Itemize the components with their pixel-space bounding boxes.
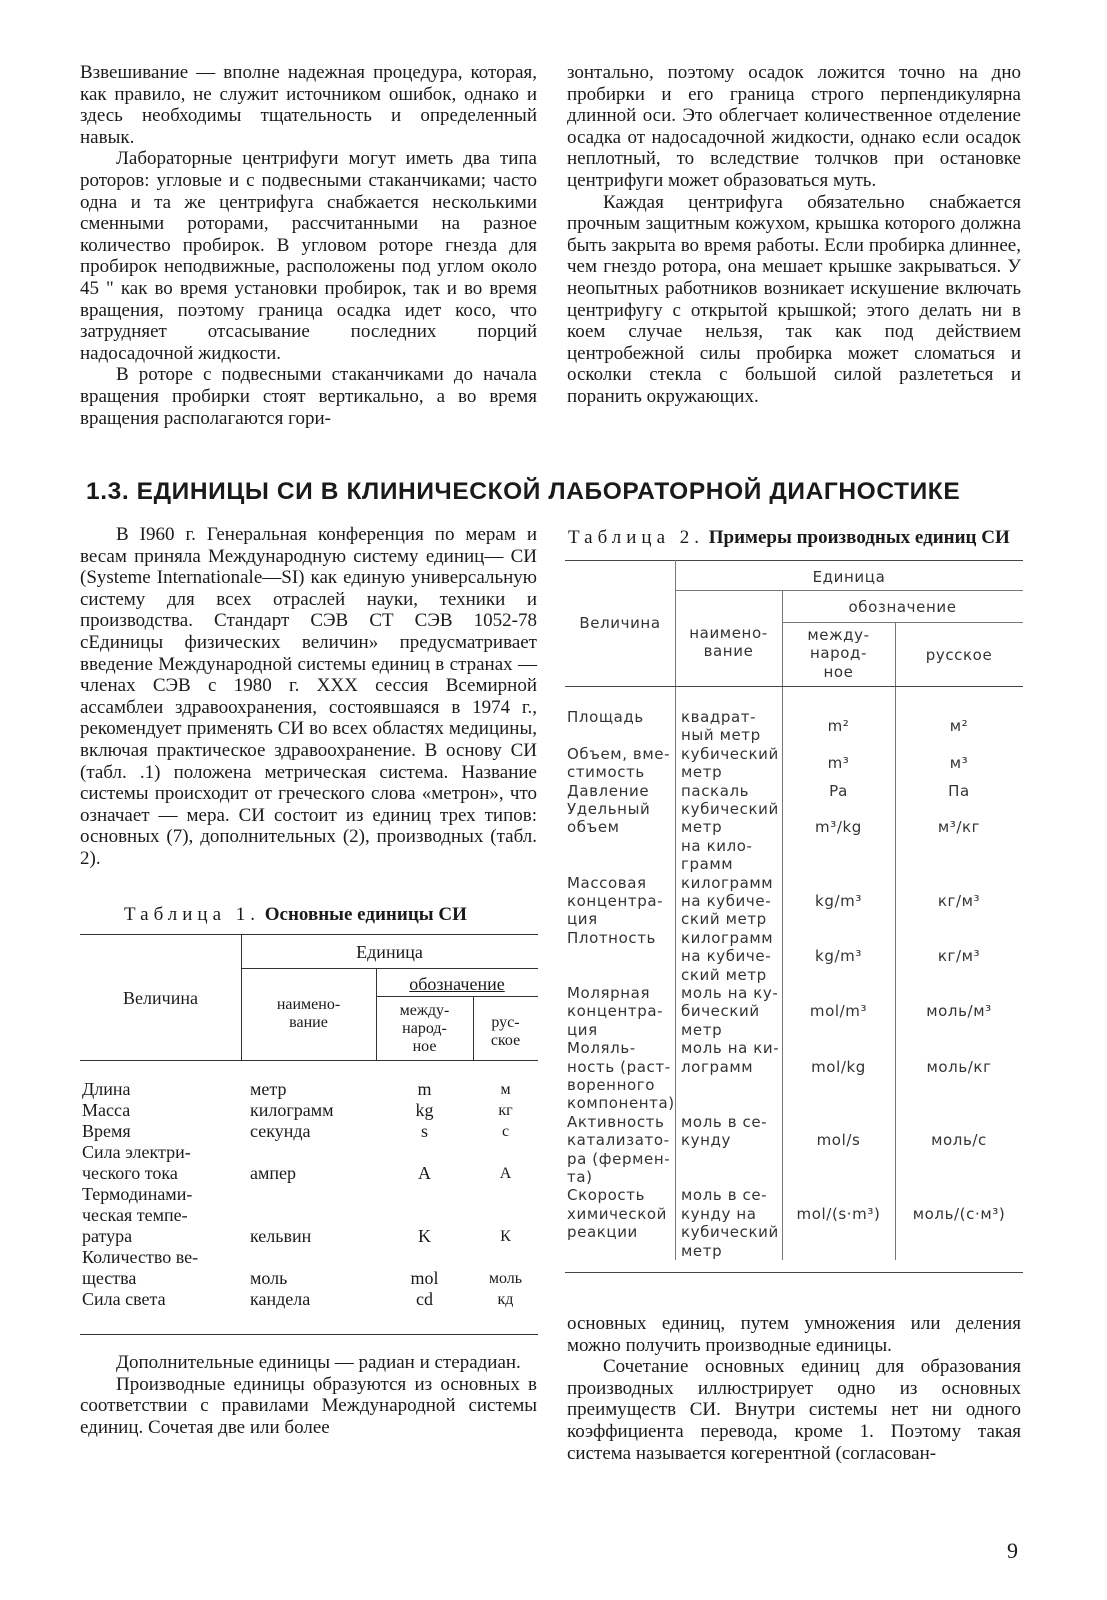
table2-cell-rus: моль/с (931, 1131, 987, 1150)
table2-cell-rus: м² (949, 717, 969, 736)
table1-cell-rus: кд (497, 1291, 514, 1308)
paragraph: Взвешивание — вполне надежная процедура, которая, как правило, не служит источником ошибок, однако и здесь необходимы тщательность и определенный навык. (80, 62, 537, 148)
table2-cell-intl: kg/m³ (815, 892, 862, 910)
table1-header-intl: между- народ- ное (399, 1002, 450, 1055)
paragraph: В роторе с подвесными стаканчиками до начала вращения пробирки стоят вертикально, а во время вращения располагаются гори- (80, 364, 537, 429)
text-column-bottom-left (80, 1352, 537, 1438)
table2-cell-name: моль в се- кунду на кубический метр (681, 1186, 779, 1260)
paragraph: Лабораторные центрифуги могут иметь два типа роторов: угловые и с подвесными стаканчиками; часто одна и та же центрифуга снабжается несколькими сменными роторами, рассчитанными на разное количество пробирок. В угловом роторе гнезда для пробирок неподвижные, расположены под углом около 45 " как во время установки пробирок, так и во время вращения, поэтому граница осадка идет косо, что затрудняет отсасывание последних порций надосадочной жидкости. (80, 148, 537, 364)
table1-cell-intl: kg (415, 1100, 434, 1120)
table2-header-intl: между- народ- ное (807, 626, 870, 681)
table1-cell-intl: K (418, 1226, 431, 1246)
table2-cell-rus: м³ (949, 754, 969, 772)
table1-cell-rus: К (500, 1228, 511, 1245)
table1-header-designation: обозначение (409, 974, 505, 994)
table2-cell-quantity: Удельный объем (567, 800, 651, 837)
table2-cell-name: моль в се- кунду (681, 1112, 768, 1150)
table1-cell-name: секунда (250, 1121, 311, 1141)
table2-cell-name: кубический метр (681, 744, 779, 782)
paragraph: Сочетание основных единиц для образования производных иллюстрирует одно из основных преимуществ СИ. Внутри системы нет ни одного коэффициента перевода, кроме 1. Поэтому такая система называется когерентной (согласован- (567, 1356, 1021, 1464)
table2-header-quantity: Величина (579, 614, 661, 632)
table1-cell-quantity: Длина (82, 1079, 131, 1099)
table2-cell-name: кубический метр на кило- грамм (681, 800, 779, 874)
table2-cell-quantity: Плотность (567, 928, 656, 947)
table1-cell-intl: cd (416, 1289, 433, 1309)
table1-cell-quantity: Время (82, 1121, 131, 1141)
table1-cell-rus: м (500, 1081, 511, 1098)
table2-cell-quantity: Моляль- ность (раст- воренного компонента) (567, 1039, 675, 1113)
table2-cell-intl: mol/(s·m³) (796, 1204, 881, 1223)
table2-cell-rus: моль/м³ (926, 1002, 992, 1021)
table2-cell-quantity: Активность катализато- ра (фермен- та) (567, 1112, 671, 1187)
table2-cell-name: моль на ку- бический метр (681, 984, 779, 1039)
table2-cell-intl: mol/s (816, 1131, 861, 1150)
paragraph: Производные единицы образуются из основных в соответствии с правилами Международной системы единиц. Сочетая две или более (80, 1373, 537, 1438)
table2-cell-rus: кг/м³ (937, 947, 981, 966)
table2-cell-name: квадрат- ный метр (681, 708, 761, 745)
table1-cell-name: ампер (250, 1163, 297, 1183)
table2-cell-intl: kg/m³ (815, 947, 862, 966)
table2-derived-si-units (565, 560, 1023, 1278)
table1-caption (124, 904, 467, 926)
table1-caption-prefix: Таблица 1. (124, 904, 261, 925)
table2-cell-quantity: Объем, вме- стимость (567, 744, 671, 782)
paragraph: Каждая центрифуга обязательно снабжается прочным защитным кожухом, крышка которого должна быть закрыта во время работы. Если пробирка длиннее, чем гнездо ротора, она мешает крышке закрываться. У неопытных работников возникает искушение включать центрифугу с открытой крышкой; этого делать ни в коем случае нельзя, так как под действием центробежной силы пробирка может сломаться и осколки стекла с большой силой разлететься и поранить окружающих. (567, 191, 1021, 407)
table2-cell-intl: m² (827, 717, 850, 736)
table2-cell-rus: моль/(с·м³) (912, 1204, 1006, 1223)
table2-cell-quantity: Массовая концентра- ция (567, 873, 664, 929)
table1-header-name: наимено- вание (276, 996, 341, 1031)
table2-cell-quantity: Площадь (567, 708, 644, 726)
table2-cell-name: килограмм на кубиче- ский метр (681, 928, 774, 984)
table1-cell-intl: mol (410, 1268, 439, 1288)
table1-cell-rus: моль (488, 1270, 523, 1287)
table1-cell-name: кельвин (250, 1226, 312, 1246)
table2-header-unit: Единица (812, 568, 886, 586)
table1-cell-intl: m (417, 1079, 432, 1099)
table1-cell-name: килограмм (250, 1100, 334, 1120)
paragraph: Дополнительные единицы — радиан и стерадиан. (116, 1352, 521, 1373)
table2-header-designation: обозначение (848, 598, 957, 616)
table1-cell-rus: с (501, 1123, 510, 1140)
table1-cell-quantity: Сила электри- ческого тока (82, 1142, 191, 1183)
table1-cell-intl: s (420, 1121, 428, 1141)
table2-cell-intl: mol/kg (811, 1057, 866, 1076)
table2-caption-title: Примеры производных единиц СИ (708, 527, 1010, 548)
table2-cell-name: моль на ки- лограмм (681, 1039, 780, 1076)
table2-cell-name: килограмм на кубиче- ский метр (681, 873, 774, 929)
table1-cell-name: кандела (250, 1289, 311, 1309)
table1-cell-quantity: Термодинами- ческая темпе- ратура (82, 1184, 193, 1246)
table2-caption (568, 527, 1010, 549)
table2-cell-quantity: Молярная концентра- ция (567, 984, 664, 1039)
table2-caption-prefix: Таблица 2. (568, 527, 705, 548)
table1-cell-quantity: Масса (82, 1100, 131, 1120)
table2-cell-rus: кг/м³ (937, 892, 981, 910)
paragraph: зонтально, поэтому осадок ложится точно на дно пробирки и его граница строго перпендикулярна длинной оси. Это облегчает количественное отделение осадка от надосадочной жидкости, однако если осадок неплотный, то вследствие толчков при остановке центрифуги может образоваться муть. (567, 62, 1021, 191)
table1-header-rus: рус- ское (490, 1014, 521, 1049)
text-column-bottom-right (567, 1313, 1021, 1464)
table1-cell-quantity: Количество ве- щества (82, 1247, 199, 1288)
table2-cell-rus: м³/кг (937, 818, 981, 837)
text-column-top-right (567, 62, 1021, 408)
text-column-top-left (80, 62, 537, 429)
table1-cell-rus: кг (498, 1102, 513, 1119)
paragraph: основных единиц, путем умножения или деления можно получить производные единицы. (567, 1313, 1021, 1356)
table2-cell-rus: Па (948, 781, 970, 800)
table2-cell-intl: Pa (829, 781, 848, 800)
table1-cell-quantity: Сила света (82, 1289, 166, 1309)
table1-header-unit: Единица (356, 942, 423, 962)
table1-cell-name: моль (250, 1268, 288, 1288)
table2-cell-quantity: Скорость химической реакции (567, 1186, 668, 1242)
text-column-mid-left (80, 524, 537, 870)
paragraph: В I960 г. Генеральная конференция по мерам и весам приняла Международную систему единиц— СИ (Systeme Internationale—SI) как единую универсальную систему для всех отраслей науки, техники и производства. Стандарт СЭВ СТ СЭВ 1052-78 сЕдиницы физических величин» предусматривает введение Международной системы единиц в странах — членах СЭВ с 1980 г. XXX сессия Всемирной ассамблеи здравоохранения, состоявшаяся в 1974 г., рекомендует применять СИ во всех областях медицины, включая практическое здравоохранение. В основу СИ (табл. .1) положена метрическая система. Название системы происходит от греческого слова «метрон», что означает — мера. СИ состоит из единиц трех типов: основных (7), дополнительных (2), производных (табл. 2). (80, 524, 537, 869)
table2-cell-intl: mol/m³ (809, 1002, 868, 1021)
table2-cell-intl: m³/kg (815, 818, 862, 837)
table2-header-rus: русское (925, 646, 993, 664)
section-heading: 1.3. ЕДИНИЦЫ СИ В КЛИНИЧЕСКОЙ ЛАБОРАТОРНОЙ ДИАГНОСТИКЕ (86, 478, 961, 505)
table2-cell-quantity: Давление (567, 781, 650, 800)
table2-cell-name: паскаль (681, 781, 750, 800)
table2-cell-intl: m³ (827, 754, 850, 772)
table1-basic-si-units (80, 934, 538, 1334)
table1-cell-intl: A (418, 1163, 431, 1183)
table1-caption-title: Основные единицы СИ (264, 904, 467, 925)
table2-header-name: наимено- вание (689, 624, 768, 661)
page-number: 9 (1007, 1538, 1018, 1563)
table1-cell-rus: А (499, 1165, 512, 1182)
table1-cell-name: метр (250, 1079, 287, 1099)
table2-cell-rus: моль/кг (926, 1057, 992, 1076)
table1-header-quantity: Величина (123, 988, 198, 1008)
